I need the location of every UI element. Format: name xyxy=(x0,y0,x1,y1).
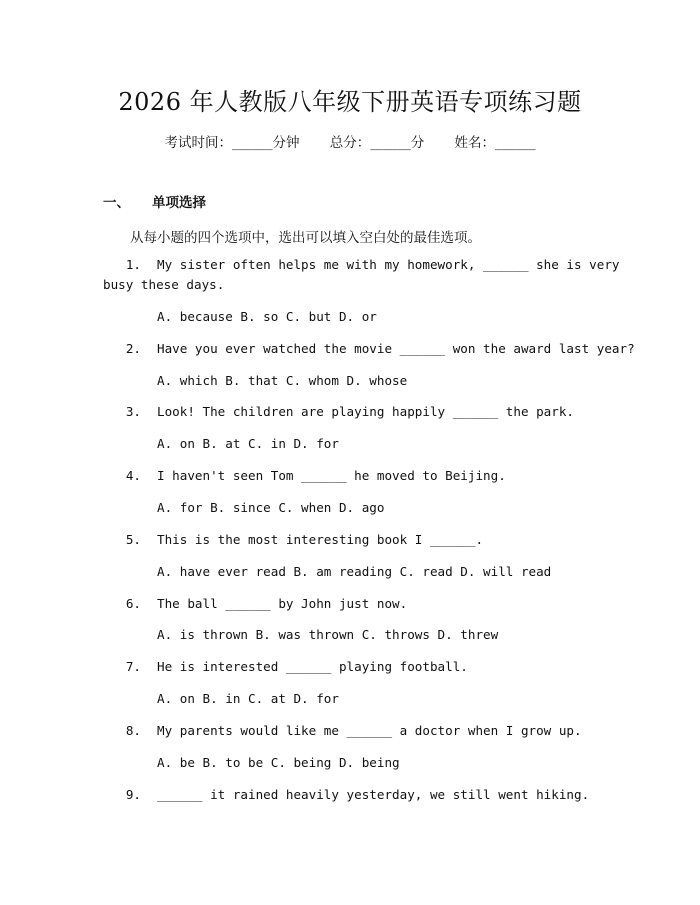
question-stem: The ball ______ by John just now. xyxy=(157,596,408,611)
section-title: 单项选择 xyxy=(152,195,206,211)
question-stem-continued: busy these days. xyxy=(103,277,225,292)
question-stem: I haven't seen Tom ______ he moved to Beijing. xyxy=(157,468,506,483)
question-number: 5. xyxy=(125,532,141,547)
question-number: 8. xyxy=(125,723,141,738)
section-heading xyxy=(103,191,206,211)
question-number: 6. xyxy=(125,596,141,611)
exam-meta xyxy=(0,131,700,151)
question-stem: He is interested ______ playing football. xyxy=(157,659,468,674)
student-name-field: 姓名：______ xyxy=(454,135,536,151)
question-stem: Look! The children are playing happily ______ the park. xyxy=(157,404,575,419)
question-options: A. be B. to be C. being D. being xyxy=(157,755,400,770)
question-number: 1. xyxy=(125,257,141,272)
question-stem: This is the most interesting book I ______. xyxy=(157,532,484,547)
question-options: A. for B. since C. when D. ago xyxy=(157,500,385,515)
question-stem: ______ it rained heavily yesterday, we still went hiking. xyxy=(157,787,590,802)
question-options: A. is thrown B. was thrown C. throws D. threw xyxy=(157,627,499,642)
question-number: 4. xyxy=(125,468,141,483)
section-instruction: 从每小题的四个选项中，选出可以填入空白处的最佳选项。 xyxy=(130,230,481,246)
question-options: A. which B. that C. whom D. whose xyxy=(157,373,408,388)
question-options: A. because B. so C. but D. or xyxy=(157,309,377,324)
section-number: 一、 xyxy=(103,195,130,211)
question-number: 7. xyxy=(125,659,141,674)
total-score-field: 总分：______分 xyxy=(329,135,425,151)
document-title: 2026 年人教版八年级下册英语专项练习题 xyxy=(118,88,582,116)
question-stem: My sister often helps me with my homework, ______ she is very xyxy=(157,257,620,272)
question-number: 3. xyxy=(125,404,141,419)
question-options: A. have ever read B. am reading C. read D. will read xyxy=(157,564,552,579)
exam-time-field: 考试时间：______分钟 xyxy=(164,135,300,151)
question-options: A. on B. in C. at D. for xyxy=(157,691,339,706)
question-number: 9. xyxy=(125,787,141,802)
question-stem: My parents would like me ______ a doctor when I grow up. xyxy=(157,723,582,738)
question-options: A. on B. at C. in D. for xyxy=(157,436,339,451)
question-stem: Have you ever watched the movie ______ won the award last year? xyxy=(157,341,635,356)
question-number: 2. xyxy=(125,341,141,356)
